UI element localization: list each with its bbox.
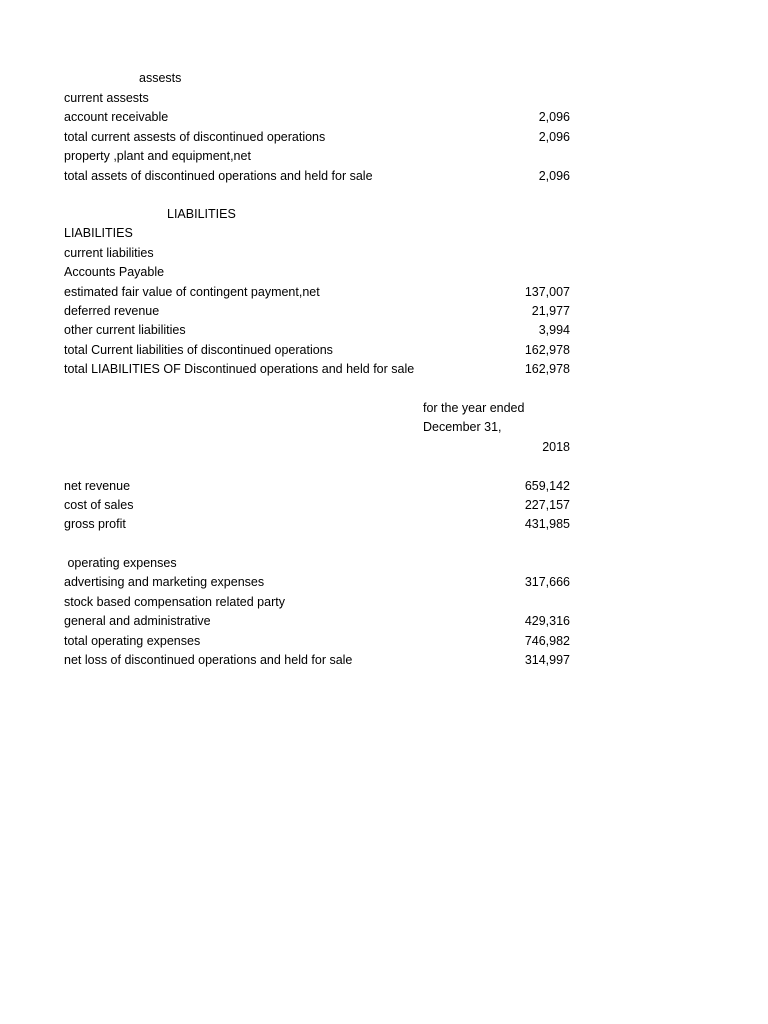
table-row xyxy=(64,632,570,651)
table-row xyxy=(64,573,570,592)
row-label: other current liabilities xyxy=(64,323,186,337)
table-row xyxy=(64,244,570,263)
period-year-row xyxy=(64,438,570,457)
table-row xyxy=(64,593,570,612)
row-label: current liabilities xyxy=(64,246,154,260)
row-value: 2,096 xyxy=(538,130,570,144)
assets-heading: assests xyxy=(139,71,182,85)
row-label: general and administrative xyxy=(64,614,211,628)
table-row xyxy=(64,89,570,108)
row-value: 227,157 xyxy=(524,498,570,512)
period-line-2: December 31, xyxy=(423,420,502,434)
table-row xyxy=(64,224,570,243)
table-row xyxy=(64,108,570,127)
table-row xyxy=(64,496,570,515)
row-value: 162,978 xyxy=(524,343,570,357)
table-row xyxy=(64,341,570,360)
row-value: 3,994 xyxy=(538,323,570,337)
table-row xyxy=(64,302,570,321)
row-value: 137,007 xyxy=(524,285,570,299)
table-row xyxy=(64,360,570,379)
row-value: 429,316 xyxy=(524,614,570,628)
row-label: advertising and marketing expenses xyxy=(64,575,265,589)
period-year: 2018 xyxy=(542,440,570,454)
table-row xyxy=(64,651,570,670)
row-label: deferred revenue xyxy=(64,304,160,318)
table-row xyxy=(64,128,570,147)
table-row xyxy=(64,515,570,534)
row-label: LIABILITIES xyxy=(64,226,133,240)
row-label: net loss of discontinued operations and held for sale xyxy=(64,653,353,667)
row-label: property ,plant and equipment,net xyxy=(64,149,251,163)
table-row xyxy=(64,612,570,631)
row-label: gross profit xyxy=(64,517,126,531)
table-row xyxy=(64,477,570,496)
row-label: total assets of discontinued operations and held for sale xyxy=(64,169,373,183)
table-row xyxy=(64,283,570,302)
table-row xyxy=(64,263,570,282)
row-label: Accounts Payable xyxy=(64,265,165,279)
row-label: cost of sales xyxy=(64,498,134,512)
row-label: net revenue xyxy=(64,479,131,493)
table-row xyxy=(64,147,570,166)
row-label: total LIABILITIES OF Discontinued operations and held for sale xyxy=(64,362,415,376)
row-value: 317,666 xyxy=(524,575,570,589)
row-label: total current assests of discontinued operations xyxy=(64,130,326,144)
row-value: 659,142 xyxy=(524,479,570,493)
expenses-heading: operating expenses xyxy=(64,556,177,570)
row-value: 21,977 xyxy=(531,304,570,318)
row-value: 314,997 xyxy=(524,653,570,667)
table-row xyxy=(64,321,570,340)
row-value: 431,985 xyxy=(524,517,570,531)
row-value: 2,096 xyxy=(538,169,570,183)
row-label: total operating expenses xyxy=(64,634,201,648)
row-value: 162,978 xyxy=(524,362,570,376)
row-label: total Current liabilities of discontinued operations xyxy=(64,343,333,357)
row-label: estimated fair value of contingent payment,net xyxy=(64,285,320,299)
row-label: stock based compensation related party xyxy=(64,595,285,609)
liabilities-heading: LIABILITIES xyxy=(167,207,236,221)
period-line-1: for the year ended xyxy=(423,401,525,415)
row-label: current assests xyxy=(64,91,149,105)
row-label: account receivable xyxy=(64,110,169,124)
row-value: 2,096 xyxy=(538,110,570,124)
table-row xyxy=(64,167,570,186)
row-value: 746,982 xyxy=(524,634,570,648)
